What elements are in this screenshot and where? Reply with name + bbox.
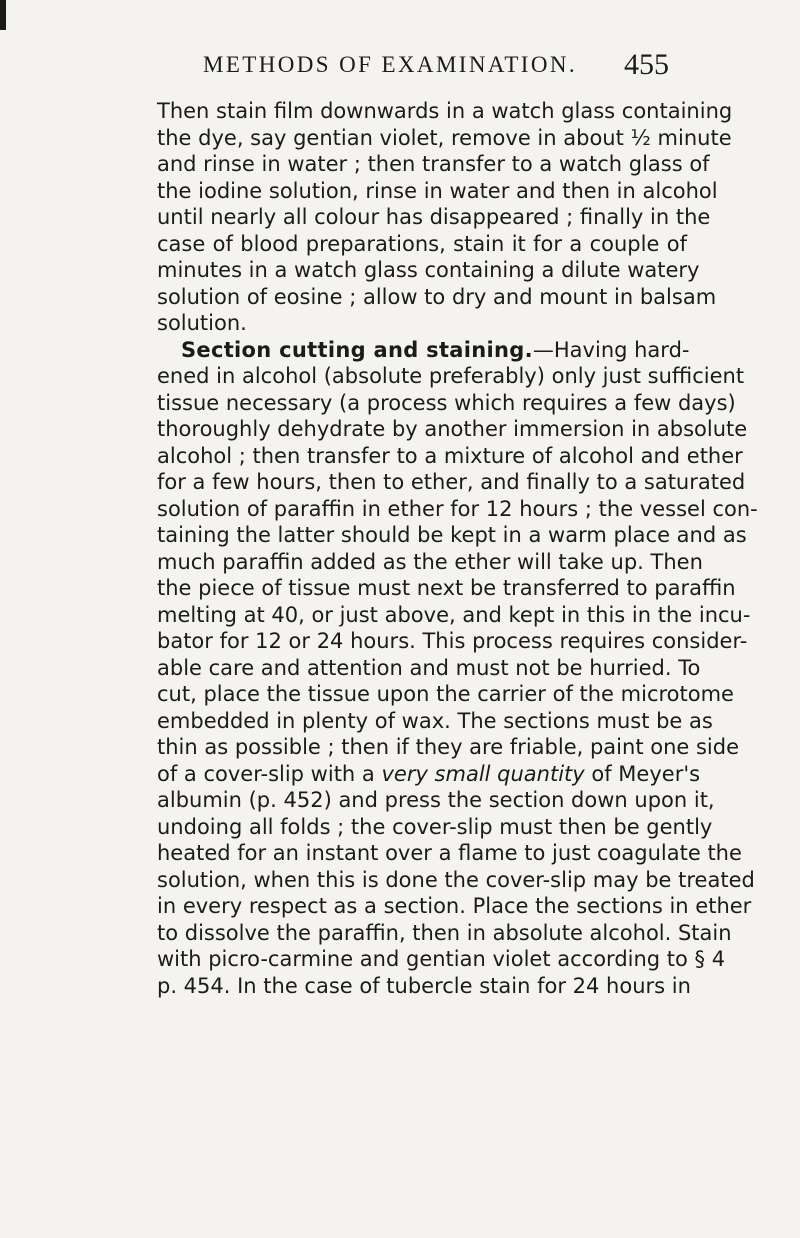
text-line: the dye, say gentian violet, remove in about ½ minute (157, 125, 732, 150)
text-fragment: of a cover-slip with a (157, 761, 382, 786)
section-heading-continuation: —Having hard- (532, 337, 690, 362)
text-fragment: of Meyer's (584, 761, 701, 786)
text-line: p. 454. In the case of tubercle stain for 24 hours in (157, 973, 691, 998)
text-line: Then stain film downwards in a watch glass containing (157, 99, 733, 123)
text-line: thoroughly dehydrate by another immersion in absolute (157, 417, 748, 441)
section-heading-line (157, 337, 690, 364)
text-line: solution of paraffin in ether for 12 hours ; the vessel con- (157, 496, 758, 521)
text-line: for a few hours, then to ether, and finally to a saturated (157, 470, 746, 494)
text-line: the piece of tissue must next be transferred to paraffin (157, 576, 736, 600)
emphasized-phrase: very small quantity (381, 761, 585, 786)
text-line: tissue necessary (a process which requires a few days) (157, 390, 736, 415)
text-line: case of blood preparations, stain it for a couple of (157, 231, 687, 256)
text-line: until nearly all colour has disappeared ; finally in the (157, 205, 711, 229)
text-line: in every respect as a section. Place the sections in ether (157, 894, 752, 918)
body-text (157, 98, 758, 999)
text-line: embedded in plenty of wax. The sections must be as (157, 708, 713, 733)
running-head (203, 48, 683, 92)
text-line: cut, place the tissue upon the carrier of the microtome (157, 682, 734, 706)
text-line: solution, when this is done the cover-slip may be treated (157, 867, 755, 892)
text-line: taining the latter should be kept in a warm place and as (157, 523, 747, 547)
text-line: melting at 40, or just above, and kept in this in the incu- (157, 602, 751, 627)
text-line: heated for an instant over a flame to just coagulate the (157, 841, 742, 865)
text-line: with picro-carmine and gentian violet according to § 4 (157, 947, 726, 971)
text-line: and rinse in water ; then transfer to a watch glass of (157, 152, 710, 176)
text-line: solution. (157, 311, 247, 335)
text-line: albumin (p. 452) and press the section down upon it, (157, 788, 715, 812)
text-line: undoing all folds ; the cover-slip must then be gently (157, 814, 713, 839)
text-line: the iodine solution, rinse in water and then in alcohol (157, 178, 718, 203)
text-line: minutes in a watch glass containing a dilute watery (157, 258, 700, 282)
text-line: solution of eosine ; allow to dry and mount in balsam (157, 284, 717, 309)
text-line: able care and attention and must not be hurried. To (157, 655, 701, 680)
text-line: much paraffin added as the ether will take up. Then (157, 549, 703, 574)
text-line: to dissolve the paraffin, then in absolute alcohol. Stain (157, 920, 732, 945)
running-title: METHODS OF EXAMINATION. (203, 52, 577, 77)
text-line: alcohol ; then transfer to a mixture of alcohol and ether (157, 443, 743, 468)
text-line: thin as possible ; then if they are friable, paint one side (157, 735, 740, 759)
text-line: bator for 12 or 24 hours. This process requires consider- (157, 629, 748, 653)
section-heading: Section cutting and staining. (181, 337, 533, 362)
page-number: 455 (624, 48, 669, 81)
page-edge-mark (0, 0, 6, 30)
text-line-with-emphasis (157, 761, 701, 788)
text-line: ened in alcohol (absolute preferably) only just sufficient (157, 364, 745, 388)
